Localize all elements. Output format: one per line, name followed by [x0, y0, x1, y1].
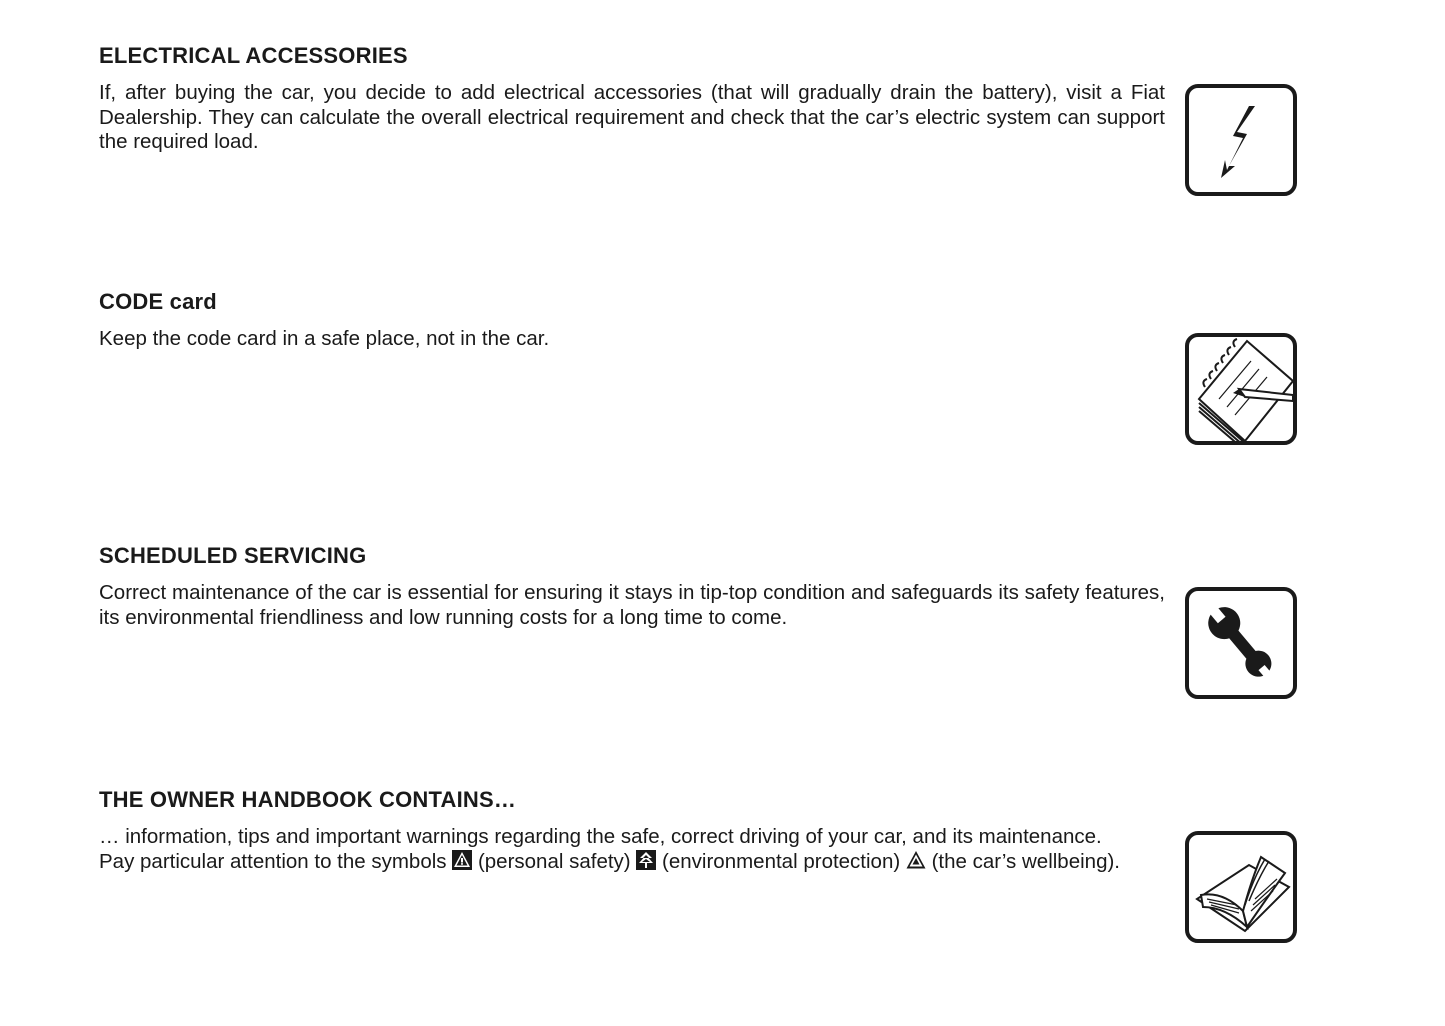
section-text — [99, 825, 1165, 874]
handbook-line-1: … information, tips and important warnings regarding the safe, correct driving of your car, and its maintenance. — [99, 825, 1102, 848]
personal-safety-icon — [452, 850, 472, 870]
handbook-line-2-personal-safety: (personal safety) — [477, 849, 631, 873]
section-owner-handbook — [99, 787, 1165, 874]
section-heading: THE OWNER HANDBOOK CONTAINS… — [99, 787, 517, 812]
section-heading: ELECTRICAL ACCESSORIES — [99, 43, 408, 68]
section-text: Keep the code card in a safe place, not in the car. — [99, 327, 550, 350]
handbook-line-2-start: Pay particular attention to the symbols — [99, 849, 447, 873]
environment-icon — [636, 850, 656, 870]
open-book-icon — [1185, 831, 1297, 943]
section-heading: CODE card — [99, 289, 217, 314]
section-scheduled-servicing — [99, 543, 1165, 630]
section-text: Correct maintenance of the car is essential for ensuring it stays in tip-top condition and safeguards its safety features, its environmental friendliness and low running costs for a long time to come. — [99, 581, 1165, 629]
wrench-icon — [1185, 587, 1297, 699]
section-code-card — [99, 289, 1165, 352]
section-electrical-accessories — [99, 43, 1165, 155]
section-heading: SCHEDULED SERVICING — [99, 543, 367, 568]
section-text: If, after buying the car, you decide to add electrical accessories (that will gradually drain the battery), visit a Fiat Dealership. They can calculate the overall electrical requirement and check that the car’s electric system can support the required load. — [99, 81, 1165, 153]
lightning-bolt-icon — [1185, 84, 1297, 196]
handbook-line-2-end: (the car’s wellbeing). — [931, 849, 1120, 873]
notepad-pencil-icon — [1185, 333, 1297, 445]
car-wellbeing-icon — [906, 850, 926, 870]
handbook-line-2-environment: (environmental protection) — [662, 849, 901, 873]
